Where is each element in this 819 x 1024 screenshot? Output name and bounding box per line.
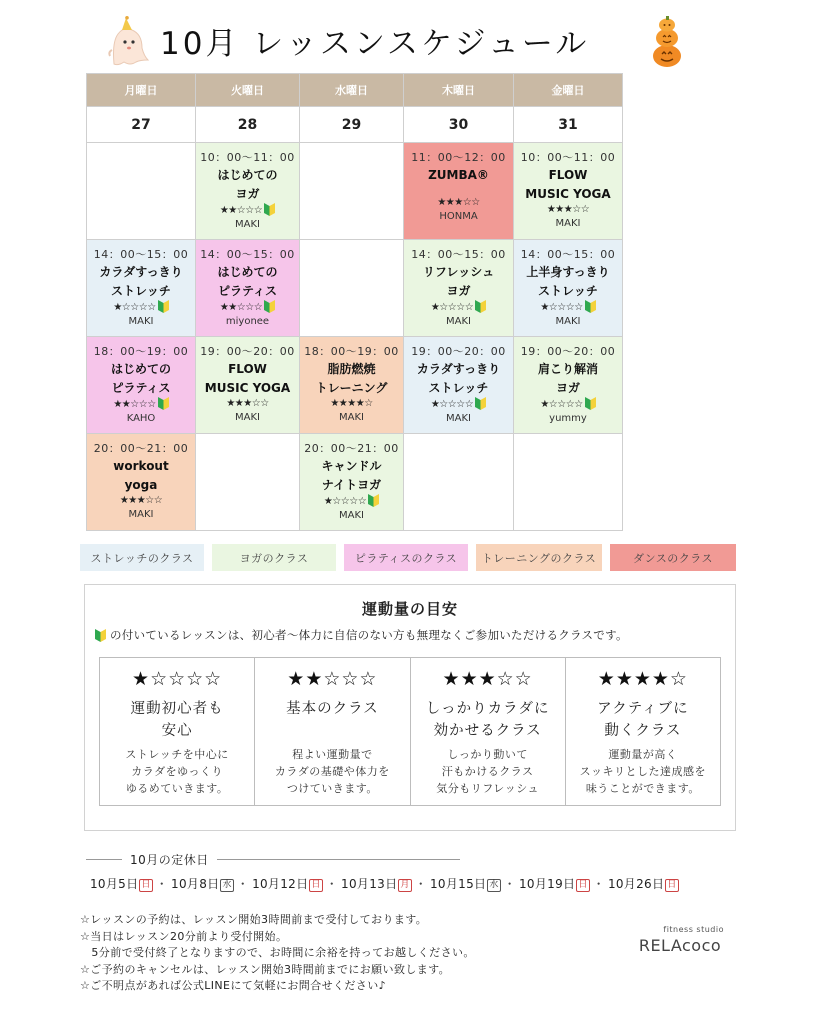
guide-level-3 <box>411 658 566 805</box>
separator: ・ <box>592 877 605 891</box>
lesson-name: はじめての <box>110 362 171 376</box>
closed-weekday: 日 <box>578 880 588 890</box>
instructor-name: MAKI <box>128 316 154 327</box>
intensity-rating <box>404 300 513 315</box>
empty-slot <box>300 143 404 240</box>
date-cell: 30 <box>404 107 514 143</box>
intensity-rating <box>404 397 513 412</box>
lesson-cell <box>300 434 404 531</box>
weekday-header: 火曜日 <box>196 74 300 107</box>
intensity-stars: ★★☆☆☆ <box>219 302 263 313</box>
legend-stretch: ストレッチのクラス <box>80 544 204 571</box>
separator: ・ <box>236 877 250 891</box>
closed-days-title: 10月の定休日 <box>122 851 217 868</box>
weekday-header: 水曜日 <box>300 74 404 107</box>
beginner-mark-icon <box>475 397 486 410</box>
closed-weekday: 日 <box>667 880 677 890</box>
lesson-time: 20：00〜21：00 <box>93 442 189 455</box>
lesson-name: はじめての <box>217 265 278 279</box>
intensity-rating <box>514 300 622 315</box>
lesson-cell <box>404 240 514 337</box>
date-cell: 28 <box>196 107 300 143</box>
intensity-rating <box>514 397 622 412</box>
level-heading: しっかりカラダに 効かせるクラス <box>425 701 550 739</box>
intensity-stars: ★☆☆☆☆ <box>540 302 583 313</box>
beginner-mark-icon <box>475 300 486 313</box>
closed-day <box>252 877 323 891</box>
lesson-name: workout <box>113 459 169 473</box>
empty-slot <box>300 240 404 337</box>
intensity-stars: ★★★★☆ <box>330 398 373 409</box>
empty-slot <box>196 434 300 531</box>
instructor-name: KAHO <box>126 413 156 424</box>
lesson-cell <box>87 434 196 531</box>
empty-slot <box>404 434 514 531</box>
lesson-name: ピラティス <box>217 284 278 298</box>
closed-weekday: 水 <box>222 880 232 890</box>
weekday-header: 木曜日 <box>404 74 514 107</box>
lesson-name: リフレッシュ <box>422 265 495 279</box>
lesson-name: FLOW <box>228 362 267 376</box>
beginner-mark-icon <box>95 629 106 642</box>
lesson-name: カラダすっきり <box>99 265 183 279</box>
guide-level-4 <box>566 658 720 805</box>
lesson-cell <box>514 240 623 337</box>
reservation-notes <box>80 912 475 995</box>
closed-day <box>171 877 234 891</box>
intensity-rating <box>196 203 299 218</box>
level-stars: ★☆☆☆☆ <box>132 668 223 690</box>
lesson-time: 18：00〜19：00 <box>304 345 399 358</box>
schedule-row <box>87 337 623 434</box>
note-line: ☆当日はレッスン20分前より受付開始。 <box>80 929 288 943</box>
lesson-cell <box>87 240 196 337</box>
closed-days-heading <box>86 851 460 869</box>
lesson-time: 19：00〜20：00 <box>520 345 616 358</box>
intensity-rating <box>87 397 195 412</box>
instructor-name: HONMA <box>439 211 478 222</box>
lesson-time: 18：00〜19：00 <box>93 345 189 358</box>
closed-date: 10月8日 <box>171 877 220 891</box>
date-row <box>87 107 623 143</box>
intensity-rating <box>300 494 403 509</box>
lesson-cell <box>87 337 196 434</box>
lesson-cell <box>514 337 623 434</box>
lesson-time: 19：00〜20：00 <box>411 345 506 358</box>
intensity-rating <box>87 300 195 315</box>
level-heading: 基本のクラス <box>286 701 379 717</box>
beginner-mark-icon <box>264 300 275 313</box>
lesson-time: 10：00〜11：00 <box>200 151 295 164</box>
closed-date: 10月15日 <box>430 877 487 891</box>
intensity-stars: ★☆☆☆☆ <box>323 496 367 507</box>
lesson-name: ストレッチ <box>538 284 598 298</box>
guide-levels <box>99 657 721 806</box>
date-cell: 31 <box>514 107 623 143</box>
lesson-cell <box>196 337 300 434</box>
closed-weekday: 日 <box>311 880 321 890</box>
lesson-name: MUSIC YOGA <box>204 381 291 395</box>
note-line: ☆レッスンの予約は、レッスン開始3時間前まで受付しております。 <box>80 913 428 926</box>
lesson-name: yoga <box>124 478 158 492</box>
lesson-cell <box>514 143 623 240</box>
intensity-rating <box>404 196 513 210</box>
instructor-name: miyonee <box>225 316 270 327</box>
pumpkin-icon <box>651 16 683 68</box>
level-description: 運動量が高く スッキリとした達成感を 味うことができます。 <box>579 748 707 795</box>
lesson-time: 11：00〜12：00 <box>411 151 506 164</box>
instructor-name: MAKI <box>235 219 260 230</box>
legend-yoga: ヨガのクラス <box>212 544 336 571</box>
beginner-mark-icon <box>264 203 275 216</box>
intensity-stars: ★★☆☆☆ <box>113 399 156 410</box>
schedule-table <box>86 73 623 531</box>
closed-weekday: 日 <box>141 880 151 890</box>
weekday-header: 月曜日 <box>87 74 196 107</box>
level-stars: ★★★★☆ <box>597 668 688 690</box>
empty-slot <box>514 434 623 531</box>
intensity-stars: ★★★☆☆ <box>437 197 480 208</box>
empty-slot <box>87 143 196 240</box>
note-line: 5分前で受付終了となりますので、お時間に余裕を持ってお越しください。 <box>80 946 475 959</box>
beginner-mark-icon <box>368 494 379 507</box>
level-stars: ★★★☆☆ <box>442 668 533 690</box>
lesson-cell <box>404 143 514 240</box>
level-stars: ★★☆☆☆ <box>287 668 378 690</box>
lesson-name: FLOW <box>548 168 588 182</box>
intensity-rating <box>196 397 299 411</box>
level-description: 程よい運動量で カラダの基礎や体力を つけていきます。 <box>274 748 390 795</box>
guide-note-text: の付いているレッスンは、初心者〜体力に自信のない方も無理なくご参加いただけるクラスです。 <box>109 628 628 642</box>
instructor-name: MAKI <box>339 412 364 423</box>
lesson-name: ストレッチ <box>428 381 489 395</box>
closed-day <box>608 877 679 891</box>
instructor-name: MAKI <box>446 316 471 327</box>
lesson-name: 上半身すっきり <box>526 265 610 279</box>
closed-day <box>341 877 412 891</box>
lesson-name: トレーニング <box>315 381 388 395</box>
guide-level-2 <box>255 658 410 805</box>
lesson-cell <box>404 337 514 434</box>
lesson-time: 14：00〜15：00 <box>93 248 189 261</box>
beginner-mark-icon <box>585 397 596 410</box>
level-heading: 運動初心者も 安心 <box>130 701 224 739</box>
closed-date: 10月12日 <box>252 877 309 891</box>
intensity-stars: ★☆☆☆☆ <box>430 302 474 313</box>
guide-level-1 <box>100 658 255 805</box>
schedule-row <box>87 143 623 240</box>
closed-day <box>90 877 153 891</box>
lesson-name: はじめての <box>217 168 278 182</box>
guide-title: 運動量の目安 <box>361 600 458 618</box>
instructor-name: MAKI <box>128 509 154 520</box>
instructor-name: MAKI <box>235 412 260 423</box>
lesson-name: ピラティス <box>111 381 171 395</box>
closed-day <box>519 877 590 891</box>
intensity-rating <box>514 203 622 217</box>
intensity-stars: ★★★☆☆ <box>119 495 163 506</box>
guide-note <box>93 627 733 643</box>
lesson-cell <box>196 240 300 337</box>
lesson-time: 14：00〜15：00 <box>520 248 616 261</box>
beginner-mark-icon <box>158 300 169 313</box>
instructor-name: MAKI <box>555 218 581 229</box>
closed-weekday: 月 <box>400 880 410 890</box>
lesson-name: ヨガ <box>235 187 260 201</box>
weekday-header: 金曜日 <box>514 74 623 107</box>
brand-tagline: fitness studio <box>663 925 724 934</box>
legend-training: トレーニングのクラス <box>476 544 602 571</box>
lesson-name: カラダすっきり <box>416 362 501 376</box>
lesson-name: 肩こり解消 <box>537 362 598 376</box>
lesson-time: 10：00〜11：00 <box>520 151 616 164</box>
note-line: ☆ご不明点があれば公式LINEにて気軽にお問合せください♪ <box>80 979 387 992</box>
level-description: しっかり動いて 汗もかけるクラス 気分もリフレッシュ <box>436 748 539 795</box>
lesson-name: キャンドル <box>321 459 382 473</box>
lesson-time: 20：00〜21：00 <box>304 442 399 455</box>
date-cell: 27 <box>87 107 196 143</box>
lesson-time: 19：00〜20：00 <box>200 345 295 358</box>
page-title: 10月 レッスンスケジュール <box>160 26 590 62</box>
closed-date: 10月5日 <box>90 877 139 891</box>
beginner-mark-icon <box>585 300 596 313</box>
level-heading: アクティブに 動くクラス <box>597 701 689 739</box>
date-cell: 29 <box>300 107 404 143</box>
legend-dance: ダンスのクラス <box>610 544 736 571</box>
lesson-cell <box>196 143 300 240</box>
legend-pilates: ピラティスのクラス <box>344 544 468 571</box>
instructor-name: yummy <box>549 413 587 424</box>
separator: ・ <box>325 877 339 891</box>
brand-name: RELAcoco <box>638 936 722 955</box>
separator: ・ <box>155 877 169 891</box>
intensity-stars: ★★☆☆☆ <box>219 205 263 216</box>
instructor-name: MAKI <box>339 510 364 521</box>
closed-date: 10月13日 <box>341 877 398 891</box>
lesson-time: 14：00〜15：00 <box>411 248 506 261</box>
lesson-time: 14：00〜15：00 <box>200 248 295 261</box>
intensity-rating <box>87 494 195 508</box>
note-line: ☆ご予約のキャンセルは、レッスン開始3時間前までにお願い致します。 <box>80 962 451 976</box>
brand-logo <box>630 925 730 955</box>
instructor-name: MAKI <box>555 316 581 327</box>
exercise-guide <box>84 584 736 831</box>
beginner-mark-icon <box>158 397 169 410</box>
schedule-row <box>87 434 623 531</box>
intensity-stars: ★★★☆☆ <box>226 398 269 409</box>
lesson-name: MUSIC YOGA <box>525 187 611 201</box>
separator: ・ <box>503 877 516 891</box>
closed-day <box>430 877 501 891</box>
closed-weekday: 水 <box>489 880 499 890</box>
lesson-name: ヨガ <box>446 284 471 298</box>
intensity-stars: ★☆☆☆☆ <box>430 399 474 410</box>
intensity-rating <box>300 397 403 411</box>
lesson-name: ZUMBA® <box>428 168 489 182</box>
lesson-name: ヨガ <box>555 381 580 395</box>
lesson-name: ストレッチ <box>111 284 171 298</box>
closed-days-list <box>90 875 679 892</box>
lesson-name: 脂肪燃焼 <box>327 362 376 376</box>
lesson-name: ナイトヨガ <box>321 478 382 492</box>
instructor-name: MAKI <box>446 413 471 424</box>
intensity-stars: ★☆☆☆☆ <box>113 302 156 313</box>
ghost-icon <box>106 16 150 66</box>
closed-date: 10月26日 <box>607 877 665 891</box>
intensity-rating <box>196 300 299 315</box>
closed-date: 10月19日 <box>518 877 576 891</box>
intensity-stars: ★★★☆☆ <box>546 204 590 215</box>
intensity-stars: ★☆☆☆☆ <box>540 399 583 410</box>
lesson-cell <box>300 337 404 434</box>
header <box>0 12 819 66</box>
level-description: ストレッチを中心に カラダをゆっくり ゆるめていきます。 <box>125 748 229 795</box>
separator: ・ <box>414 877 427 891</box>
schedule-row <box>87 240 623 337</box>
weekday-header-row <box>87 74 623 107</box>
